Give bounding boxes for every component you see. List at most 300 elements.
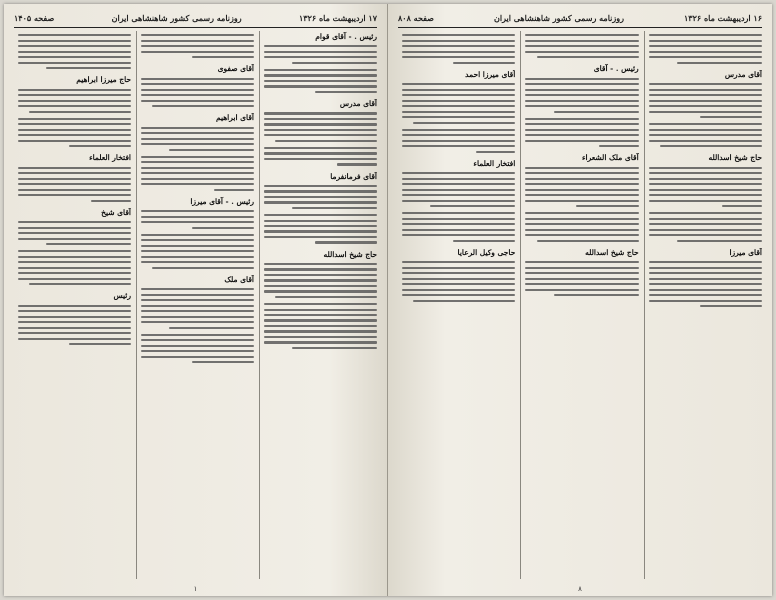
text-line: [169, 149, 254, 151]
text-line: [537, 56, 639, 58]
text-line: [525, 51, 638, 53]
text-line: [18, 250, 131, 252]
text-line: [525, 105, 638, 107]
text-line: [402, 94, 515, 96]
text-line: [649, 189, 762, 191]
text-line: [525, 218, 638, 220]
text-line: [525, 89, 638, 91]
section-heading: رئیس . - آقای قوام: [315, 32, 377, 41]
text-line: [264, 56, 377, 58]
text-line: [141, 294, 254, 296]
text-line: [649, 218, 762, 220]
section-heading: آقای مدرس: [339, 99, 377, 109]
paragraph: [141, 112, 254, 150]
text-line: [141, 100, 254, 102]
text-line: [141, 167, 254, 169]
text-line: [264, 225, 377, 227]
text-line: [402, 83, 515, 85]
text-line: [413, 300, 515, 302]
text-line: [402, 100, 515, 102]
text-line: [649, 100, 762, 102]
text-line: [649, 134, 762, 136]
paragraph: [402, 212, 515, 242]
section-heading: آقای میرزا احمد: [465, 69, 516, 79]
text-line: [525, 78, 638, 80]
text-line: [152, 105, 254, 107]
left-page: [4, 4, 388, 596]
text-line: [264, 230, 377, 232]
text-line: [402, 223, 515, 225]
paragraph: [264, 69, 377, 93]
text-line: [402, 116, 515, 118]
text-line: [18, 327, 131, 329]
text-line: [525, 183, 638, 185]
paragraph: [141, 34, 254, 58]
text-line: [402, 134, 515, 136]
text-line: [141, 305, 254, 307]
section-heading: آقای ملک الشعراء: [581, 153, 639, 163]
text-line: [18, 310, 131, 312]
text-line: [18, 94, 131, 96]
text-line: [649, 289, 762, 291]
text-line: [141, 234, 254, 236]
text-line: [141, 350, 254, 352]
paragraph: [649, 152, 762, 207]
text-line: [402, 111, 515, 113]
text-line: [649, 267, 762, 269]
right-col-1: [644, 31, 762, 579]
paragraph: [525, 118, 638, 148]
text-line: [649, 123, 762, 125]
text-line: [402, 105, 515, 107]
text-line: [141, 127, 254, 129]
text-line: [264, 303, 377, 305]
paragraph: [141, 156, 254, 191]
text-line: [453, 240, 515, 242]
paragraph: [18, 207, 131, 245]
text-line: [264, 69, 377, 71]
text-line: [141, 345, 254, 347]
gazette-spread: [4, 4, 772, 596]
left-col-3: [14, 31, 131, 579]
text-line: [29, 111, 131, 113]
text-line: [264, 274, 377, 276]
paragraph: [264, 31, 377, 64]
left-page-date: ۱۷ اردیبهشت ماه ۱۳۲۶: [298, 12, 377, 23]
text-line: [649, 183, 762, 185]
text-line: [264, 74, 377, 76]
text-line: [402, 172, 515, 174]
text-line: [649, 40, 762, 42]
text-line: [141, 245, 254, 247]
text-line: [141, 132, 254, 134]
text-line: [649, 300, 762, 302]
section-heading: رئیس . - آقای: [593, 64, 639, 74]
text-line: [141, 143, 254, 145]
text-line: [18, 278, 131, 280]
text-line: [649, 94, 762, 96]
paragraph: [141, 274, 254, 329]
paragraph: [525, 247, 638, 296]
text-line: [292, 62, 377, 64]
text-line: [18, 51, 131, 53]
text-line: [402, 140, 515, 142]
text-line: [525, 94, 638, 96]
text-line: [141, 356, 254, 358]
text-line: [402, 145, 515, 147]
text-line: [476, 151, 516, 153]
text-line: [192, 361, 254, 363]
text-line: [18, 172, 131, 174]
text-line: [525, 223, 638, 225]
text-line: [649, 229, 762, 231]
paragraph: [18, 34, 131, 69]
text-line: [18, 56, 131, 58]
paragraph: [649, 212, 762, 242]
paragraph: [649, 34, 762, 64]
paragraph: [402, 158, 515, 207]
text-line: [264, 201, 377, 203]
right-page-header: [398, 10, 762, 25]
text-line: [402, 89, 515, 91]
right-page: [388, 4, 772, 596]
paragraph: [264, 303, 377, 349]
text-line: [525, 234, 638, 236]
text-line: [18, 129, 131, 131]
text-line: [141, 321, 254, 323]
text-line: [402, 51, 515, 53]
text-line: [141, 94, 254, 96]
text-line: [141, 161, 254, 163]
text-line: [292, 347, 377, 349]
text-line: [722, 205, 762, 207]
section-heading: رئیس . - آقای میرزا: [190, 196, 254, 206]
text-line: [402, 272, 515, 274]
text-line: [649, 111, 762, 113]
text-line: [649, 89, 762, 91]
text-line: [649, 283, 762, 285]
paragraph: [525, 152, 638, 207]
paragraph: [402, 34, 515, 64]
text-line: [677, 240, 762, 242]
text-line: [649, 83, 762, 85]
paragraph: [264, 249, 377, 298]
text-line: [402, 45, 515, 47]
text-line: [402, 294, 515, 296]
text-line: [18, 45, 131, 47]
paragraph: [649, 69, 762, 118]
text-line: [525, 123, 638, 125]
paragraph: [264, 147, 377, 166]
paragraph: [264, 214, 377, 244]
text-line: [264, 45, 377, 47]
text-line: [700, 305, 762, 307]
text-line: [264, 290, 377, 292]
text-line: [525, 172, 638, 174]
text-line: [141, 83, 254, 85]
text-line: [18, 118, 131, 120]
text-line: [337, 163, 377, 165]
text-line: [141, 261, 254, 263]
text-line: [264, 129, 377, 131]
text-line: [264, 325, 377, 327]
text-line: [18, 140, 131, 142]
section-heading: حاجی وکیل الرعایا: [457, 247, 516, 257]
text-line: [315, 241, 377, 243]
text-line: [152, 267, 254, 269]
right-col-2: [520, 31, 638, 579]
text-line: [525, 140, 638, 142]
text-line: [649, 172, 762, 174]
paragraph: [402, 69, 515, 124]
text-line: [430, 205, 515, 207]
section-heading: حاج شیخ اسدالله: [585, 247, 639, 257]
text-line: [192, 227, 254, 229]
section-heading: افتخار العلماء: [473, 158, 516, 168]
text-line: [402, 212, 515, 214]
section-heading: حاج شیخ اسدالله: [708, 153, 762, 163]
text-line: [537, 240, 639, 242]
text-line: [141, 316, 254, 318]
text-line: [141, 40, 254, 42]
text-line: [264, 285, 377, 287]
paragraph: [18, 152, 131, 201]
left-col-2: [136, 31, 254, 579]
text-line: [141, 210, 254, 212]
text-line: [141, 34, 254, 36]
section-heading: آقای مدرس: [724, 69, 762, 79]
text-line: [141, 45, 254, 47]
text-line: [141, 178, 254, 180]
text-line: [402, 278, 515, 280]
right-col-3: [398, 31, 515, 579]
text-line: [18, 305, 131, 307]
text-line: [649, 223, 762, 225]
left-page-header: [14, 10, 377, 25]
text-line: [525, 283, 638, 285]
text-line: [18, 178, 131, 180]
text-line: [649, 212, 762, 214]
text-line: [141, 256, 254, 258]
text-line: [264, 118, 377, 120]
text-line: [18, 34, 131, 36]
text-line: [46, 243, 131, 245]
text-line: [402, 178, 515, 180]
text-line: [18, 316, 131, 318]
text-line: [576, 205, 638, 207]
section-heading: آقای ملک: [224, 274, 254, 284]
text-line: [141, 299, 254, 301]
text-line: [649, 272, 762, 274]
text-line: [402, 283, 515, 285]
text-line: [525, 34, 638, 36]
text-line: [141, 310, 254, 312]
text-line: [525, 194, 638, 196]
text-line: [525, 83, 638, 85]
text-line: [141, 78, 254, 80]
text-line: [525, 267, 638, 269]
section-heading: حاج شیخ اسدالله: [323, 249, 377, 259]
text-line: [141, 221, 254, 223]
text-line: [402, 183, 515, 185]
paragraph: [18, 118, 131, 148]
paragraph: [525, 34, 638, 58]
left-page-footer: ۱: [193, 585, 198, 593]
text-line: [18, 89, 131, 91]
text-line: [264, 85, 377, 87]
text-line: [649, 234, 762, 236]
text-line: [264, 279, 377, 281]
header-rule: [398, 27, 762, 28]
text-line: [18, 227, 131, 229]
text-line: [649, 34, 762, 36]
section-heading: رئیس: [113, 291, 131, 301]
text-line: [649, 278, 762, 280]
paragraph: [525, 212, 638, 242]
text-line: [18, 167, 131, 169]
text-line: [413, 122, 515, 124]
text-line: [18, 40, 131, 42]
text-line: [141, 216, 254, 218]
text-line: [264, 314, 377, 316]
text-line: [649, 200, 762, 202]
text-line: [649, 105, 762, 107]
text-line: [402, 229, 515, 231]
text-line: [141, 156, 254, 158]
left-page-number: صفحه ۱۴۰۵: [14, 12, 55, 23]
text-line: [18, 123, 131, 125]
text-line: [69, 145, 131, 147]
text-line: [18, 183, 131, 185]
text-line: [264, 336, 377, 338]
left-page-columns: [14, 31, 377, 579]
text-line: [29, 283, 131, 285]
text-line: [18, 100, 131, 102]
paragraph: [402, 129, 515, 153]
text-line: [402, 200, 515, 202]
section-heading: آقای شیخ: [101, 207, 131, 217]
text-line: [264, 51, 377, 53]
paragraph: [18, 74, 131, 112]
right-page-date: ۱۶ اردیبهشت ماه ۱۳۲۶: [683, 12, 762, 23]
paragraph: [141, 334, 254, 364]
text-line: [141, 89, 254, 91]
text-line: [525, 178, 638, 180]
paragraph: [141, 196, 254, 229]
text-line: [18, 338, 131, 340]
text-line: [525, 100, 638, 102]
paragraph: [18, 290, 131, 345]
text-line: [402, 261, 515, 263]
text-line: [264, 268, 377, 270]
section-heading: آقای صفوی: [217, 64, 254, 74]
text-line: [554, 294, 639, 296]
text-line: [264, 152, 377, 154]
text-line: [649, 294, 762, 296]
paragraph: [264, 171, 377, 209]
text-line: [649, 45, 762, 47]
text-line: [192, 56, 254, 58]
text-line: [292, 207, 377, 209]
text-line: [525, 200, 638, 202]
text-line: [18, 194, 131, 196]
left-col-1: [259, 31, 377, 579]
text-line: [554, 111, 639, 113]
text-line: [18, 189, 131, 191]
text-line: [525, 289, 638, 291]
text-line: [660, 145, 762, 147]
text-line: [18, 272, 131, 274]
text-line: [18, 221, 131, 223]
paragraph: [18, 250, 131, 285]
paragraph: [402, 247, 515, 302]
text-line: [18, 267, 131, 269]
text-line: [275, 140, 377, 142]
text-line: [141, 172, 254, 174]
text-line: [18, 261, 131, 263]
text-line: [525, 189, 638, 191]
text-line: [402, 40, 515, 42]
text-line: [402, 194, 515, 196]
text-line: [264, 341, 377, 343]
text-line: [264, 190, 377, 192]
text-line: [275, 296, 377, 298]
text-line: [141, 250, 254, 252]
text-line: [264, 263, 377, 265]
text-line: [264, 147, 377, 149]
left-page-newspaper-title: روزنامه رسمی کشور شاهنشاهی ایران: [111, 12, 242, 23]
text-line: [141, 183, 254, 185]
text-line: [18, 105, 131, 107]
text-line: [700, 116, 762, 118]
text-line: [453, 62, 515, 64]
text-line: [315, 91, 377, 93]
text-line: [525, 40, 638, 42]
text-line: [649, 194, 762, 196]
text-line: [18, 321, 131, 323]
paragraph: [649, 123, 762, 147]
text-line: [264, 185, 377, 187]
text-line: [264, 112, 377, 114]
section-heading: آقای ابراهیم: [215, 113, 254, 123]
text-line: [525, 134, 638, 136]
paragraph: [141, 63, 254, 107]
section-heading: آقای میرزا: [729, 247, 762, 257]
paragraph: [264, 98, 377, 142]
text-line: [402, 189, 515, 191]
paragraph: [141, 234, 254, 269]
paragraph: [649, 247, 762, 307]
text-line: [141, 339, 254, 341]
section-heading: حاج میرزا ابراهیم: [76, 75, 131, 85]
text-line: [525, 272, 638, 274]
text-line: [141, 239, 254, 241]
text-line: [402, 289, 515, 291]
text-line: [264, 158, 377, 160]
right-page-newspaper-title: روزنامه رسمی کشور شاهنشاهی ایران: [493, 12, 624, 23]
text-line: [18, 256, 131, 258]
text-line: [69, 343, 131, 345]
text-line: [18, 238, 131, 240]
section-heading: آقای فرمانفرما: [330, 171, 377, 181]
text-line: [141, 288, 254, 290]
text-line: [525, 129, 638, 131]
text-line: [649, 261, 762, 263]
text-line: [141, 138, 254, 140]
text-line: [91, 200, 131, 202]
text-line: [649, 167, 762, 169]
text-line: [402, 218, 515, 220]
